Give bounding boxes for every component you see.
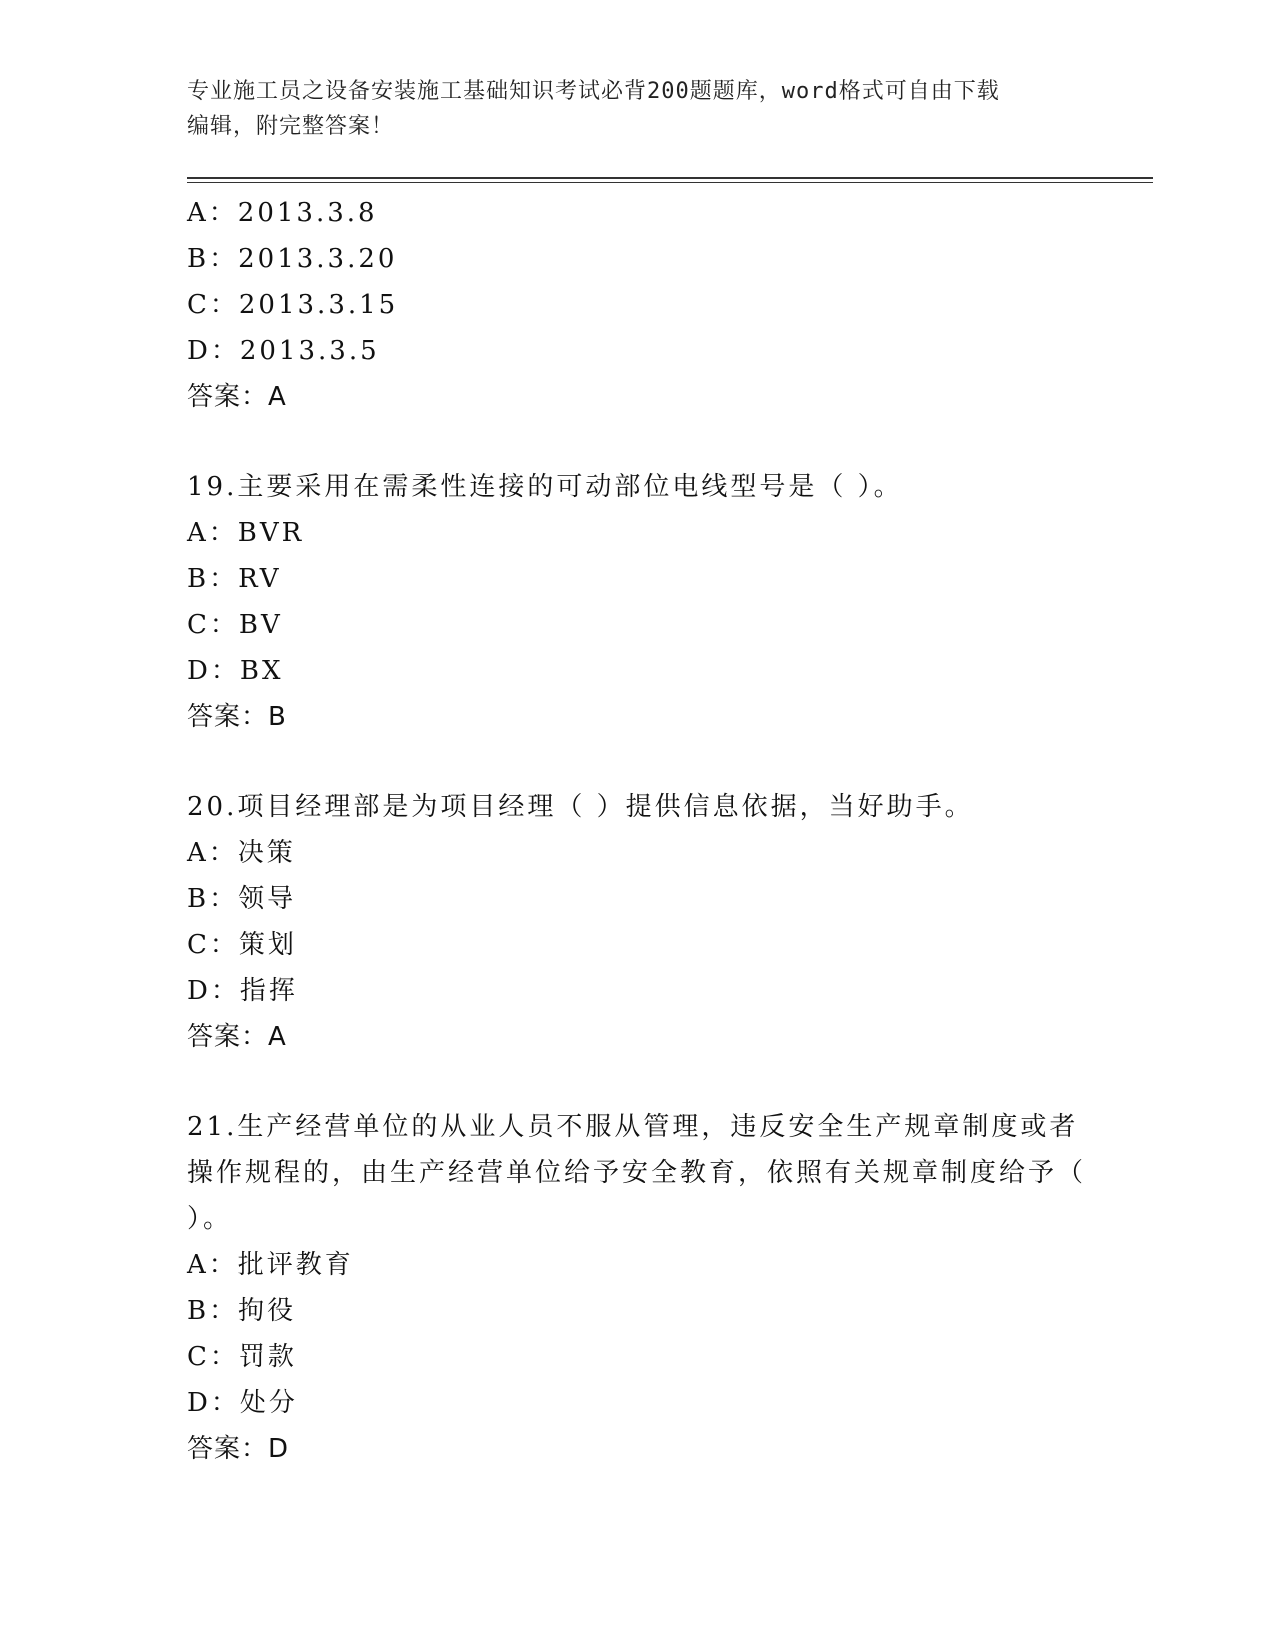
answer-line: 答案：D <box>187 1434 290 1464</box>
question-text: 20.项目经理部是为项目经理（ ）提供信息依据，当好助手。 <box>187 792 974 822</box>
option-b: B：RV <box>187 564 282 594</box>
answer-line: 答案：A <box>187 382 287 412</box>
option-b: B：拘役 <box>187 1296 297 1326</box>
option-b: B：领导 <box>187 884 297 914</box>
question-block-18 <box>187 190 1087 420</box>
question-block-20 <box>187 784 1087 1060</box>
option-c: C：BV <box>187 610 283 640</box>
option-a: A：2013.3.8 <box>187 198 378 228</box>
question-list <box>187 190 1087 1472</box>
option-d: D：指挥 <box>187 976 298 1006</box>
header-divider-thick <box>187 177 1153 179</box>
option-c: C：策划 <box>187 930 297 960</box>
option-d: D：BX <box>187 656 284 686</box>
header-line-2: 编辑，附完整答案！ <box>187 114 395 139</box>
option-a: A：批评教育 <box>187 1250 354 1280</box>
option-a: A：BVR <box>187 518 305 548</box>
question-block-19 <box>187 464 1087 740</box>
option-c: C：2013.3.15 <box>187 290 399 320</box>
option-d: D：处分 <box>187 1388 298 1418</box>
option-c: C：罚款 <box>187 1342 297 1372</box>
document-header <box>187 74 1087 144</box>
option-b: B：2013.3.20 <box>187 244 398 274</box>
block-spacer <box>187 1060 1087 1104</box>
answer-line: 答案：A <box>187 1022 287 1052</box>
block-spacer <box>187 740 1087 784</box>
header-line-1: 专业施工员之设备安装施工基础知识考试必背200题题库，word格式可自由下载 <box>187 79 1000 104</box>
header-divider-thin <box>187 182 1153 183</box>
answer-line: 答案：B <box>187 702 287 732</box>
block-spacer <box>187 420 1087 464</box>
option-a: A：决策 <box>187 838 296 868</box>
question-text: 19.主要采用在需柔性连接的可动部位电线型号是（ ）。 <box>187 472 903 502</box>
question-text: 21.生产经营单位的从业人员不服从管理，违反安全生产规章制度或者操作规程的，由生产经营单位给予安全教育，依照有关规章制度给予（ ）。 <box>187 1112 1087 1234</box>
question-block-21 <box>187 1104 1087 1472</box>
option-d: D：2013.3.5 <box>187 336 380 366</box>
